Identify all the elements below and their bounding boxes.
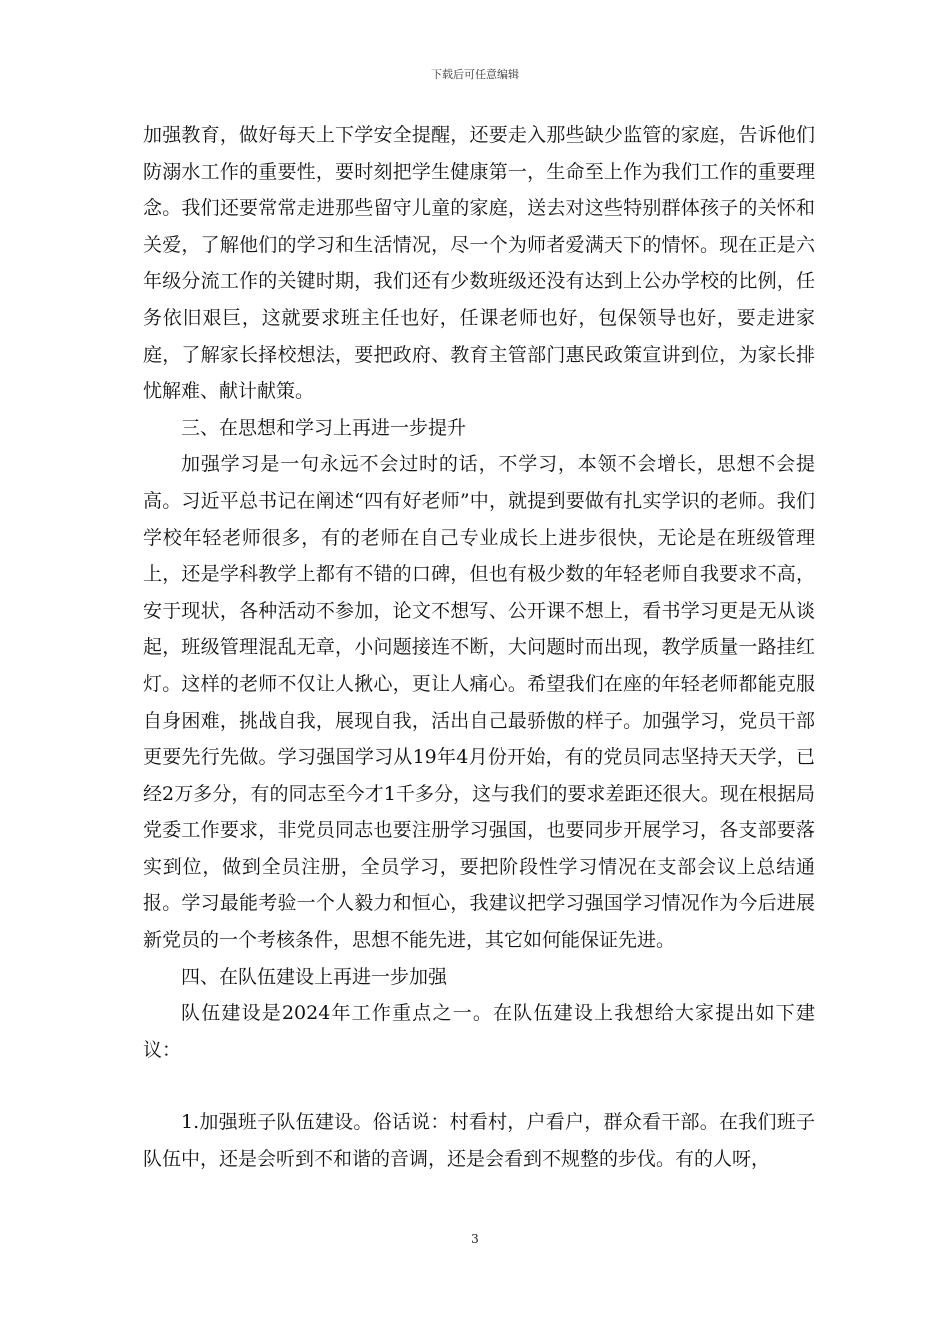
page-number: 3 [471,1232,479,1246]
page-header: 下载后可任意编辑 [431,68,519,81]
paragraph-safety-education: 加强教育，做好每天上下学安全提醒，还要走入那些缺少监管的家庭，告诉他们防溺水工作的重要性，要时刻把学生健康第一，生命至上作为我们工作的重要理念。我们还要常常走进那些留守儿童的家庭，送去对这些特别群体孩子的关怀和关爱，了解他们的学习和生活情况，尽一个为师者爱满天下的情怀。现在正是六年级分流工作的关键时期，我们还有少数班级还没有达到上公办学校的比例，任务依旧艰巨，这就要求班主任也好，任课老师也好，包保领导也好，要走进家庭，了解家长择校想法，要把政府、教育主管部门惠民政策宣讲到位，为家长排忧解难、献计献策。 [143,124,815,403]
section-heading-4: 四、在队伍建设上再进一步加强 [181,965,448,988]
section-heading-3: 三、在思想和学习上再进一步提升 [181,416,467,439]
paragraph-study: 加强学习是一句永远不会过时的话，不学习，本领不会增长，思想不会提高。习近平总书记在阐述“四有好老师”中，就提到要做有扎实学识的老师。我们学校年轻老师很多，有的老师在自己专业成长上进步很快，无论是在班级管理上，还是学科教学上都有不错的口碑，但也有极少数的年轻老师自我要求不高，安于现状，各种活动不参加，论文不想写、公开课不想上，看书学习更是无从谈起，班级管理混乱无章，小问题接连不断，大问题时而出现，教学质量一路挂红灯。这样的老师不仅让人揪心，更让人痛心。希望我们在座的年轻老师都能克服自身困难，挑战自我，展现自我，活出自己最骄傲的样子。加强学习，党员干部更要先行先做。学习强国学习从19年4月份开始，有的党员同志坚持天天学，已经2万多分，有的同志至今才1千多分，这与我们的要求差距还很大。现在根据局党委工作要求，非党员同志也要注册学习强国，也要同步开展学习，各支部要落实到位，做到全员注册，全员学习，要把阶段性学习情况在支部会议上总结通报。学习最能考验一个人毅力和恒心，我建议把学习强国学习情况作为今后进展新党员的一个考核条件，思想不能先进，其它如何能保证先进。 [143,453,815,952]
paragraph-team-building-intro: 队伍建设是2024年工作重点之一。在队伍建设上我想给大家提出如下建议： [143,1002,815,1061]
paragraph-leadership-team: 1.加强班子队伍建设。俗话说：村看村，户看户，群众看干部。在我们班子队伍中，还是会听到不和谐的音调，还是会看到不规整的步伐。有的人呀， [143,1111,815,1171]
document-body [143,117,815,1178]
